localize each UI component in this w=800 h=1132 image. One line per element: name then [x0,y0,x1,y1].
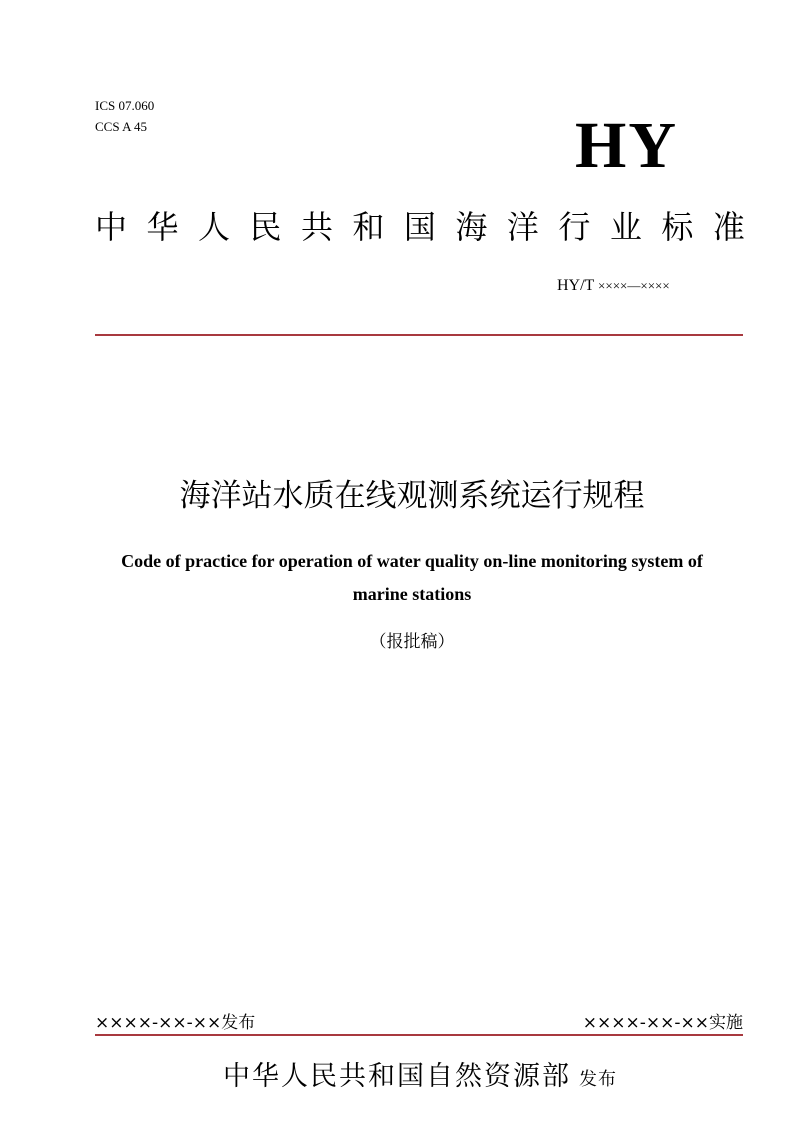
issue-date: ××××-××-××发布 [95,1013,256,1033]
heading-char: 国 [403,208,436,246]
draft-status: （报批稿） [369,632,455,652]
top-rule [95,334,743,336]
heading-char: 和 [352,208,385,246]
heading-char: 共 [300,208,333,246]
title-chinese: 海洋站水质在线观测系统运行规程 [179,478,645,514]
ccs-code: CCS A 45 [95,119,148,134]
hy-logo: HY [575,109,678,182]
code-number: ××××—×××× [598,278,670,293]
issuer [0,1057,800,1100]
heading-char: 准 [712,208,745,246]
standard-code [557,276,670,296]
heading-char: 海 [455,208,488,246]
heading-char: 标 [661,208,694,246]
implementation-date: ××××-××-××实施 [582,1013,743,1033]
heading-char: 洋 [506,208,539,246]
heading-char: 民 [249,208,282,246]
issuer-name: 中华人民共和国自然资源部 [223,1061,571,1092]
heading-char: 中 [95,208,128,246]
title-english: Code of practice for operation of water quality on-line monitoring system of marine stations [121,551,703,604]
code-prefix: HY/T [557,277,595,294]
bottom-rule [95,1034,743,1036]
ics-code: ICS 07.060 [95,98,155,113]
standard-type-heading [95,205,745,249]
heading-char: 人 [197,208,230,246]
heading-char: 行 [558,208,591,246]
heading-char: 华 [146,208,179,246]
issuer-suffix: 发布 [579,1069,617,1090]
heading-char: 业 [609,208,642,246]
